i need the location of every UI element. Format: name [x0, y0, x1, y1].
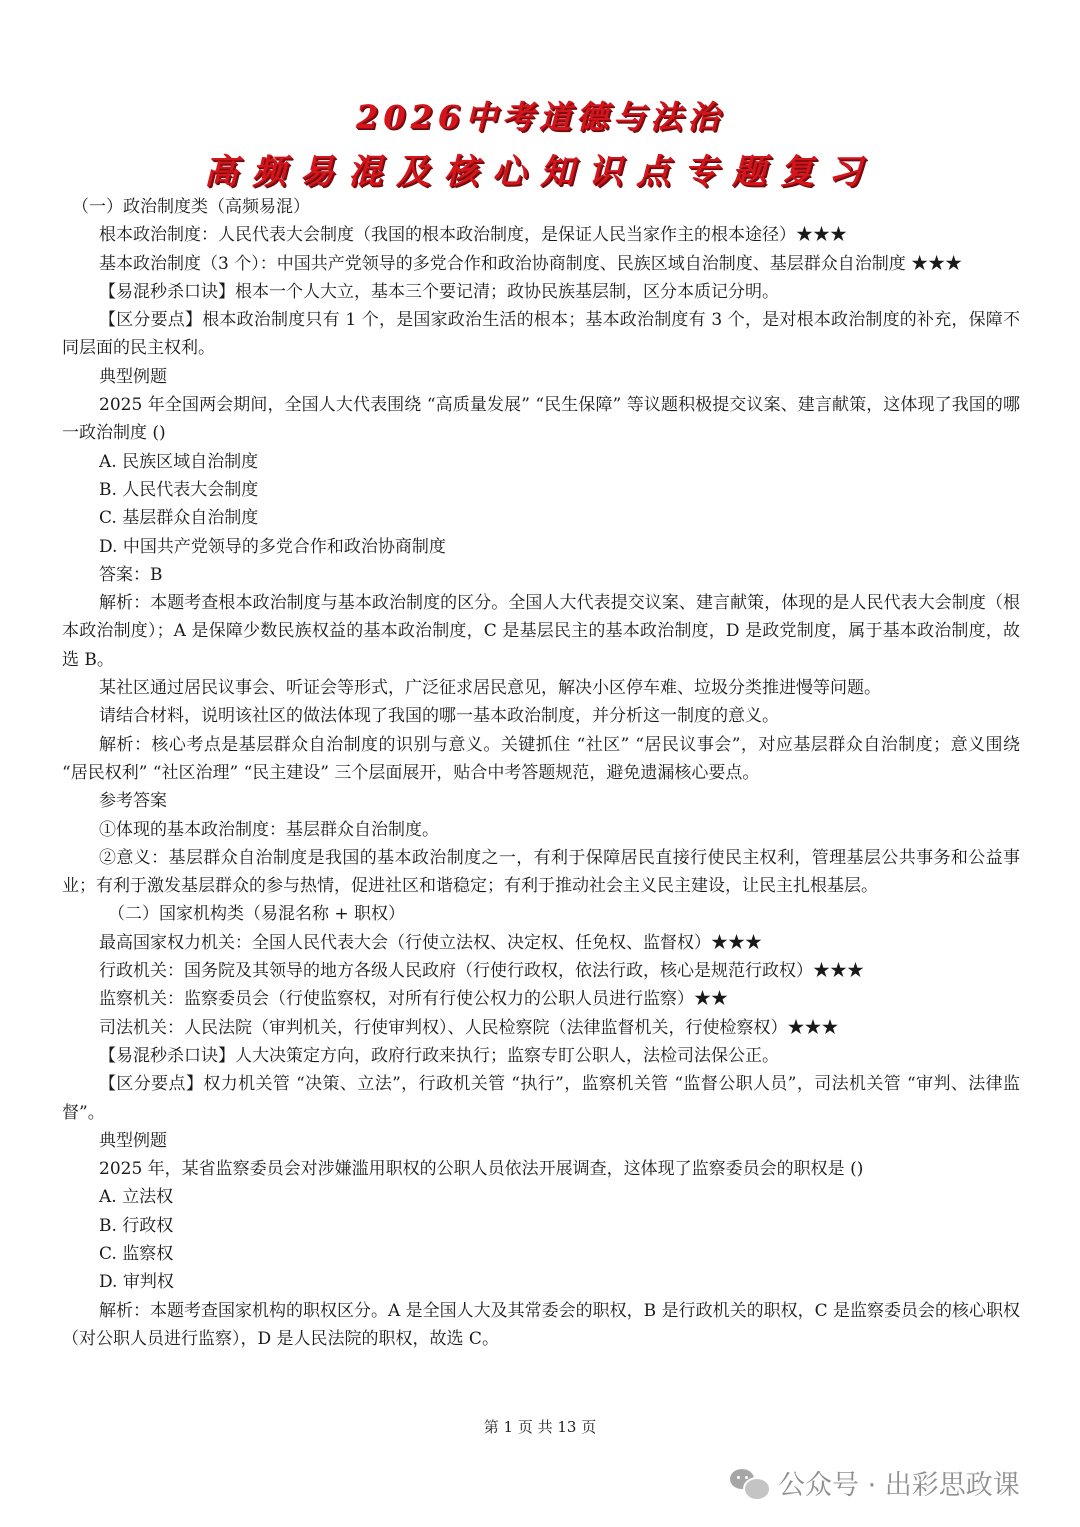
- paragraph: 【易混秒杀口诀】根本一个人大立，基本三个要记清；政协民族基层制，区分本质记分明。: [99, 281, 779, 302]
- paragraph: 【区分要点】权力机关管 “决策、立法”，行政机关管 “执行”，监察机关管 “监督公职人员”，司法机关管 “审判、法律监督”。: [62, 1074, 1020, 1123]
- paragraph: D. 中国共产党领导的多党合作和政治协商制度: [99, 536, 446, 557]
- paragraph: 行政机关：国务院及其领导的地方各级人民政府（行使行政权，依法行政，核心是规范行政权）★★★: [99, 961, 864, 982]
- paragraph: 解析：本题考查根本政治制度与基本政治制度的区分。全国人大代表提交议案、建言献策，体现的是人民代表大会制度（根本政治制度）；A 是保障少数民族权益的基本政治制度，C 是基层民主的基本政治制度，D 是政党制度，属于基本政治制度，故选 B。: [62, 593, 1020, 670]
- paragraph: 司法机关：人民法院（审判机关，行使审判权）、人民检察院（法律监督机关，行使检察权）★★★: [99, 1017, 839, 1038]
- watermark-text: 公众号 · 出彩思政课: [778, 1469, 1020, 1501]
- paragraph: B. 行政权: [99, 1215, 174, 1236]
- paragraph: 典型例题: [99, 366, 167, 387]
- paragraph: ②意义：基层群众自治制度是我国的基本政治制度之一，有利于保障居民直接行使民主权利，管理基层公共事务和公益事业；有利于激发基层群众的参与热情，促进社区和谐稳定；有利于推动社会主义民主建设，让民主扎根基层。: [62, 847, 1020, 897]
- paragraph: 最高国家权力机关：全国人民代表大会（行使立法权、决定权、任免权、监督权）★★★: [99, 932, 762, 953]
- paragraph: 2025 年，某省监察委员会对涉嫌滥用职权的公职人员依法开展调查，这体现了监察委员会的职权是 (): [99, 1159, 864, 1180]
- title-line-2: 高频易混及核心知识点专题复习: [204, 152, 876, 192]
- paragraph: 某社区通过居民议事会、听证会等形式，广泛征求居民意见，解决小区停车难、垃圾分类推进慢等问题。: [99, 678, 881, 699]
- page-number: 第 1 页 共 13 页: [483, 1418, 597, 1436]
- paragraph: 监察机关：监察委员会（行使监察权，对所有行使公权力的公职人员进行监察）★★: [99, 989, 728, 1010]
- paragraph: 2025 年全国两会期间，全国人大代表围绕 “高质量发展” “民生保障” 等议题积极提交议案、建言献策，这体现了我国的哪一政治制度 (): [62, 395, 1020, 444]
- paragraph: C. 基层群众自治制度: [99, 508, 259, 529]
- paragraph: B. 人民代表大会制度: [99, 479, 259, 500]
- paragraph: 根本政治制度：人民代表大会制度（我国的根本政治制度，是保证人民当家作主的根本途径）★★★: [99, 225, 847, 246]
- paragraph: 解析：核心考点是基层群众自治制度的识别与意义。关键抓住 “社区” “居民议事会”，对应基层群众自治制度；意义围绕 “居民权利” “社区治理” “民主建设” 三个层面展开，贴合中考答题规范，避免遗漏核心要点。: [62, 734, 1020, 783]
- paragraph: A. 立法权: [99, 1187, 174, 1208]
- paragraph: 【区分要点】根本政治制度只有 1 个，是国家政治生活的根本；基本政治制度有 3 个，是对根本政治制度的补充，保障不同层面的民主权利。: [62, 310, 1020, 359]
- paragraph: （一）政治制度类（高频易混）: [72, 197, 310, 217]
- document-body: [62, 193, 1020, 1353]
- paragraph: 答案：B: [99, 564, 163, 585]
- paragraph: ①体现的基本政治制度：基层群众自治制度。: [99, 819, 439, 840]
- paragraph: 基本政治制度（3 个）：中国共产党领导的多党合作和政治协商制度、民族区域自治制度、基层群众自治制度 ★★★: [99, 253, 963, 274]
- wechat-icon: [730, 1465, 770, 1499]
- paragraph: 【易混秒杀口诀】人大决策定方向，政府行政来执行；监察专盯公职人，法检司法保公正。: [99, 1045, 779, 1066]
- watermark: [730, 1462, 1020, 1502]
- paragraph: 请结合材料，说明该社区的做法体现了我国的哪一基本政治制度，并分析这一制度的意义。: [99, 706, 779, 727]
- paragraph: 参考答案: [99, 791, 167, 812]
- paragraph: 典型例题: [99, 1130, 167, 1151]
- paragraph: A. 民族区域自治制度: [99, 451, 259, 472]
- title-line-1: 2026中考道德与法治: [355, 98, 725, 136]
- paragraph: D. 审判权: [99, 1272, 174, 1293]
- paragraph: C. 监察权: [99, 1243, 174, 1264]
- paragraph: 解析：本题考查国家机构的职权区分。A 是全国人大及其常委会的职权，B 是行政机关的职权，C 是监察委员会的核心职权（对公职人员进行监察），D 是人民法院的职权，故选 C。: [62, 1300, 1020, 1349]
- paragraph: （二）国家机构类（易混名称 + 职权）: [108, 904, 406, 925]
